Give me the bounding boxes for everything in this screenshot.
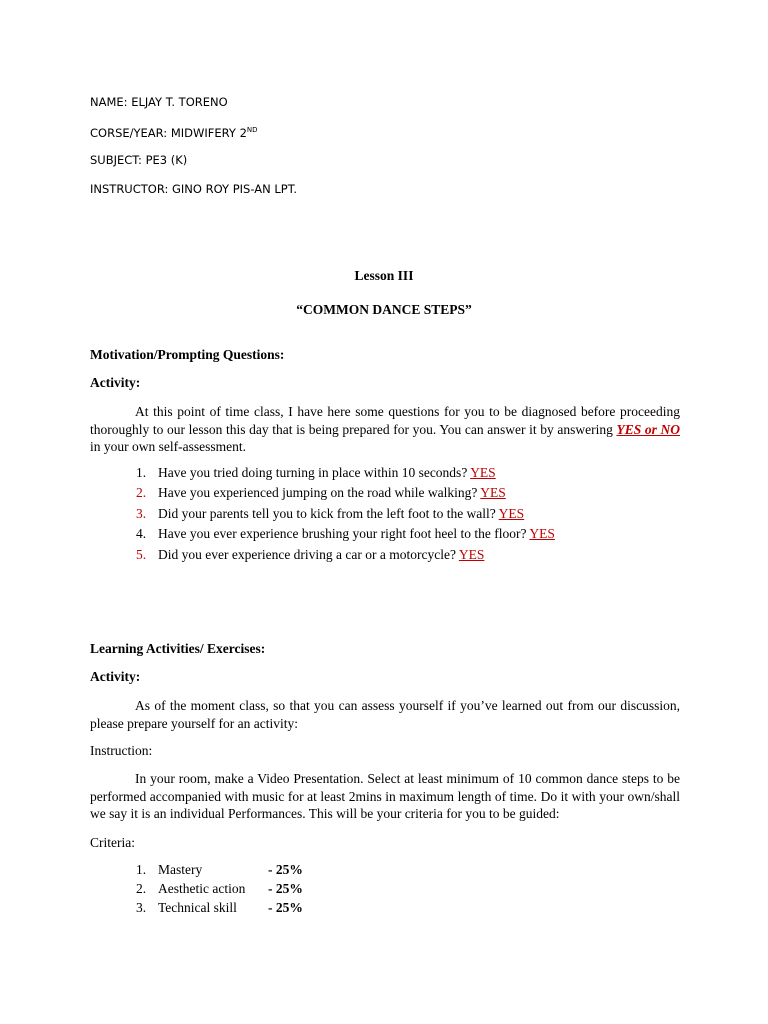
instructor: INSTRUCTOR: GINO ROY PIS-AN LPT.	[90, 182, 298, 196]
question-number: 4.	[136, 526, 147, 541]
question-item	[136, 526, 555, 542]
criteria-name: Technical skill	[158, 900, 237, 915]
question-item	[136, 547, 484, 563]
question-number: 5.	[136, 547, 147, 562]
motivation-paragraph	[90, 403, 680, 456]
criteria-item	[136, 900, 303, 916]
question-text: Did your parents tell you to kick from the left foot to the wall?	[158, 506, 499, 521]
criteria-percent: - 25%	[268, 881, 303, 896]
criteria-number: 2.	[136, 881, 147, 896]
yes-or-no-emphasis: YES or NO	[616, 421, 680, 437]
student-name: NAME: ELJAY T. TORENO	[90, 95, 228, 109]
question-text: Have you tried doing turning in place within 10 seconds?	[158, 465, 471, 480]
course-year-text: CORSE/YEAR: MIDWIFERY 2	[90, 126, 247, 140]
question-answer: YES	[480, 485, 506, 500]
lesson-title: “COMMON DANCE STEPS”	[296, 302, 472, 317]
question-answer: YES	[498, 506, 525, 521]
instruction-paragraph: In your room, make a Video Presentation. Select at least minimum of 10 common dance steps to be performed accompanied with music for at least 2mins in maximum length of time. Do it with your own/shall we say it is an individual Performances. This will be your criteria for you to be guided:	[90, 771, 680, 821]
question-text: Did you ever experience driving a car or a motorcycle?	[158, 547, 459, 562]
motivation-paragraph-tail: in your own self-assessment.	[90, 439, 246, 454]
learning-activity-label: Activity:	[90, 669, 141, 684]
course-year-sup: ND	[246, 126, 258, 134]
criteria-item	[136, 881, 303, 897]
course-year	[90, 123, 258, 140]
criteria-percent: - 25%	[268, 900, 303, 915]
criteria-number: 1.	[136, 862, 147, 877]
instruction-label: Instruction:	[90, 743, 153, 758]
learning-heading: Learning Activities/ Exercises:	[90, 641, 266, 656]
criteria-percent: - 25%	[268, 862, 303, 877]
question-number: 2.	[136, 485, 147, 500]
learning-paragraph: As of the moment class, so that you can assess yourself if you’ve learned out from our discussion, please prepare yourself for an activity:	[90, 698, 680, 731]
question-number: 3.	[136, 506, 147, 521]
criteria-item	[136, 862, 303, 878]
motivation-activity-label: Activity:	[90, 375, 141, 390]
criteria-name: Aesthetic action	[158, 881, 246, 896]
question-number: 1.	[136, 465, 147, 480]
question-answer: YES	[529, 526, 555, 541]
question-answer: YES	[470, 465, 496, 480]
subject: SUBJECT: PE3 (K)	[90, 153, 188, 167]
question-item	[136, 465, 496, 481]
criteria-label: Criteria:	[90, 835, 135, 850]
lesson-number: Lesson III	[354, 268, 414, 283]
question-item	[136, 506, 524, 522]
question-text: Have you experienced jumping on the road while walking?	[158, 485, 481, 500]
motivation-heading: Motivation/Prompting Questions:	[90, 347, 285, 362]
question-text: Have you ever experience brushing your right foot heel to the floor?	[158, 526, 530, 541]
criteria-number: 3.	[136, 900, 147, 915]
question-item	[136, 485, 506, 501]
question-answer: YES	[458, 547, 485, 562]
motivation-paragraph-text: At this point of time class, I have here some questions for you to be diagnosed before proceeding thoroughly to our lesson this day that is being prepared for you. You can answer it by answering	[90, 404, 680, 437]
criteria-name: Mastery	[158, 862, 203, 877]
